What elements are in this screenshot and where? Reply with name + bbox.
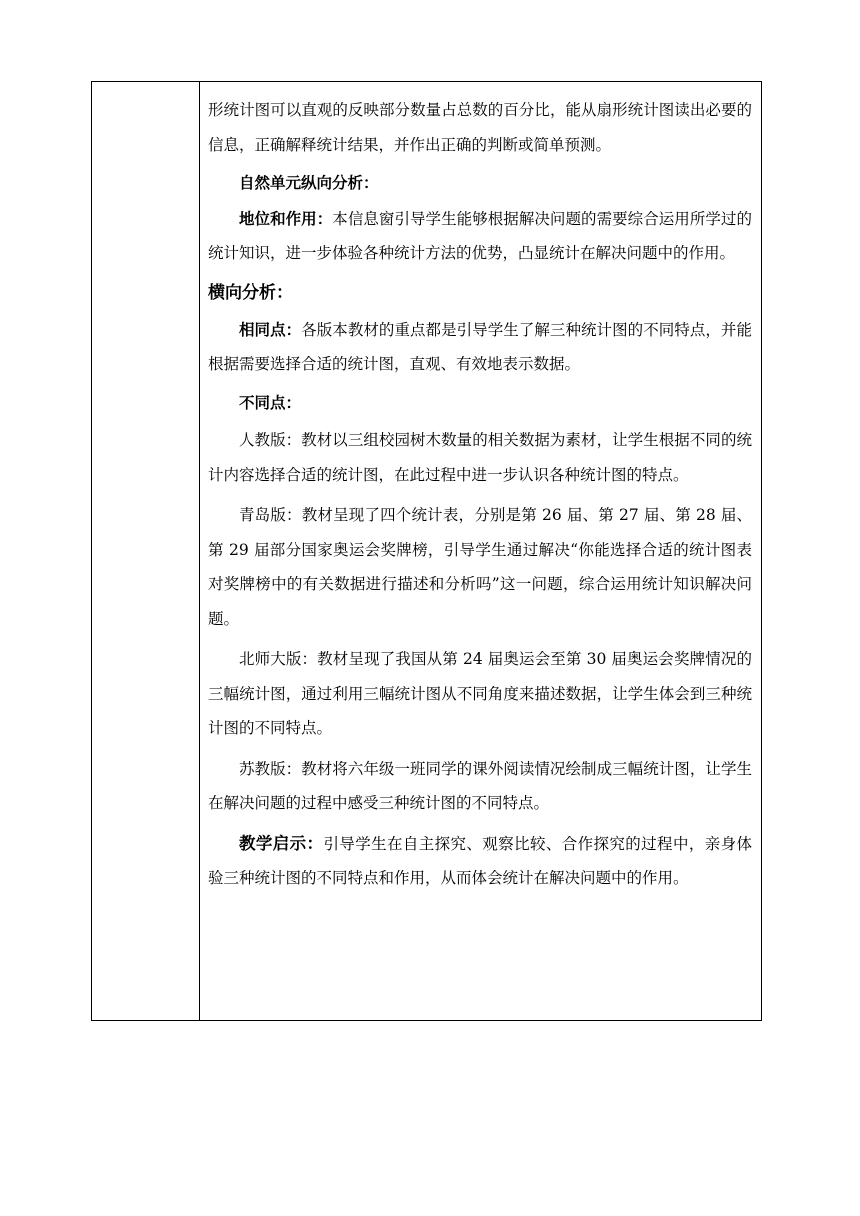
version-paragraph-qingdao: 青岛版：教材呈现了四个统计表，分别是第 26 届、第 27 届、第 28 届、第 29 届部分国家奥运会奖牌榜，引导学生通过解决“你能选择合适的统计图表对奖牌榜中的有关数据进行描述和分析吗”这一问题，综合运用统计知识解决问题。 (208, 506, 752, 628)
teaching-insight-label: 教学启示： (239, 833, 324, 853)
version-paragraph-renjiao: 人教版：教材以三组校园树木数量的相关数据为素材，让学生根据不同的统计内容选择合适的统计图，在此过程中进一步认识各种统计图的特点。 (208, 431, 752, 484)
natural-unit-heading: 自然单元纵向分析： (239, 173, 379, 192)
table-content-cell (208, 82, 752, 896)
position-role-text: 本信息窗引导学生能够根据解决问题的需要综合运用所学过的统计知识，进一步体验各种统计方法的优势，凸显统计在解决问题中的作用。 (208, 209, 752, 262)
table-left-column (92, 82, 200, 1020)
similarities-label: 相同点： (239, 319, 302, 339)
horizontal-analysis-heading: 横向分析： (208, 282, 293, 303)
position-role-paragraph (208, 202, 752, 271)
similarities-text: 各版本教材的重点都是引导学生了解三种统计图的不同特点，并能根据需要选择合适的统计图，直观、有效地表示数据。 (208, 320, 752, 373)
similarities-paragraph (208, 313, 752, 382)
teaching-insight-text: 引导学生在自主探究、观察比较、合作探究的过程中，亲身体验三种统计图的不同特点和作用，从而体会统计在解决问题中的作用。 (208, 834, 752, 887)
position-role-label: 地位和作用： (239, 208, 333, 228)
differences-label: 不同点： (239, 392, 302, 412)
intro-paragraph: 形统计图可以直观的反映部分数量占总数的百分比，能从扇形统计图读出必要的信息，正确解释统计结果，并作出正确的判断或简单预测。 (208, 101, 752, 154)
version-paragraph-sujiao: 苏教版：教材将六年级一班同学的课外阅读情况绘制成三幅统计图，让学生在解决问题的过程中感受三种统计图的不同特点。 (208, 759, 752, 812)
version-paragraph-beishida: 北师大版：教材呈现了我国从第 24 届奥运会至第 30 届奥运会奖牌情况的三幅统计图，通过利用三幅统计图从不同角度来描述数据，让学生体会到三种统计图的不同特点。 (208, 650, 752, 737)
teaching-insight-paragraph (208, 827, 752, 896)
document-table (91, 81, 762, 1021)
